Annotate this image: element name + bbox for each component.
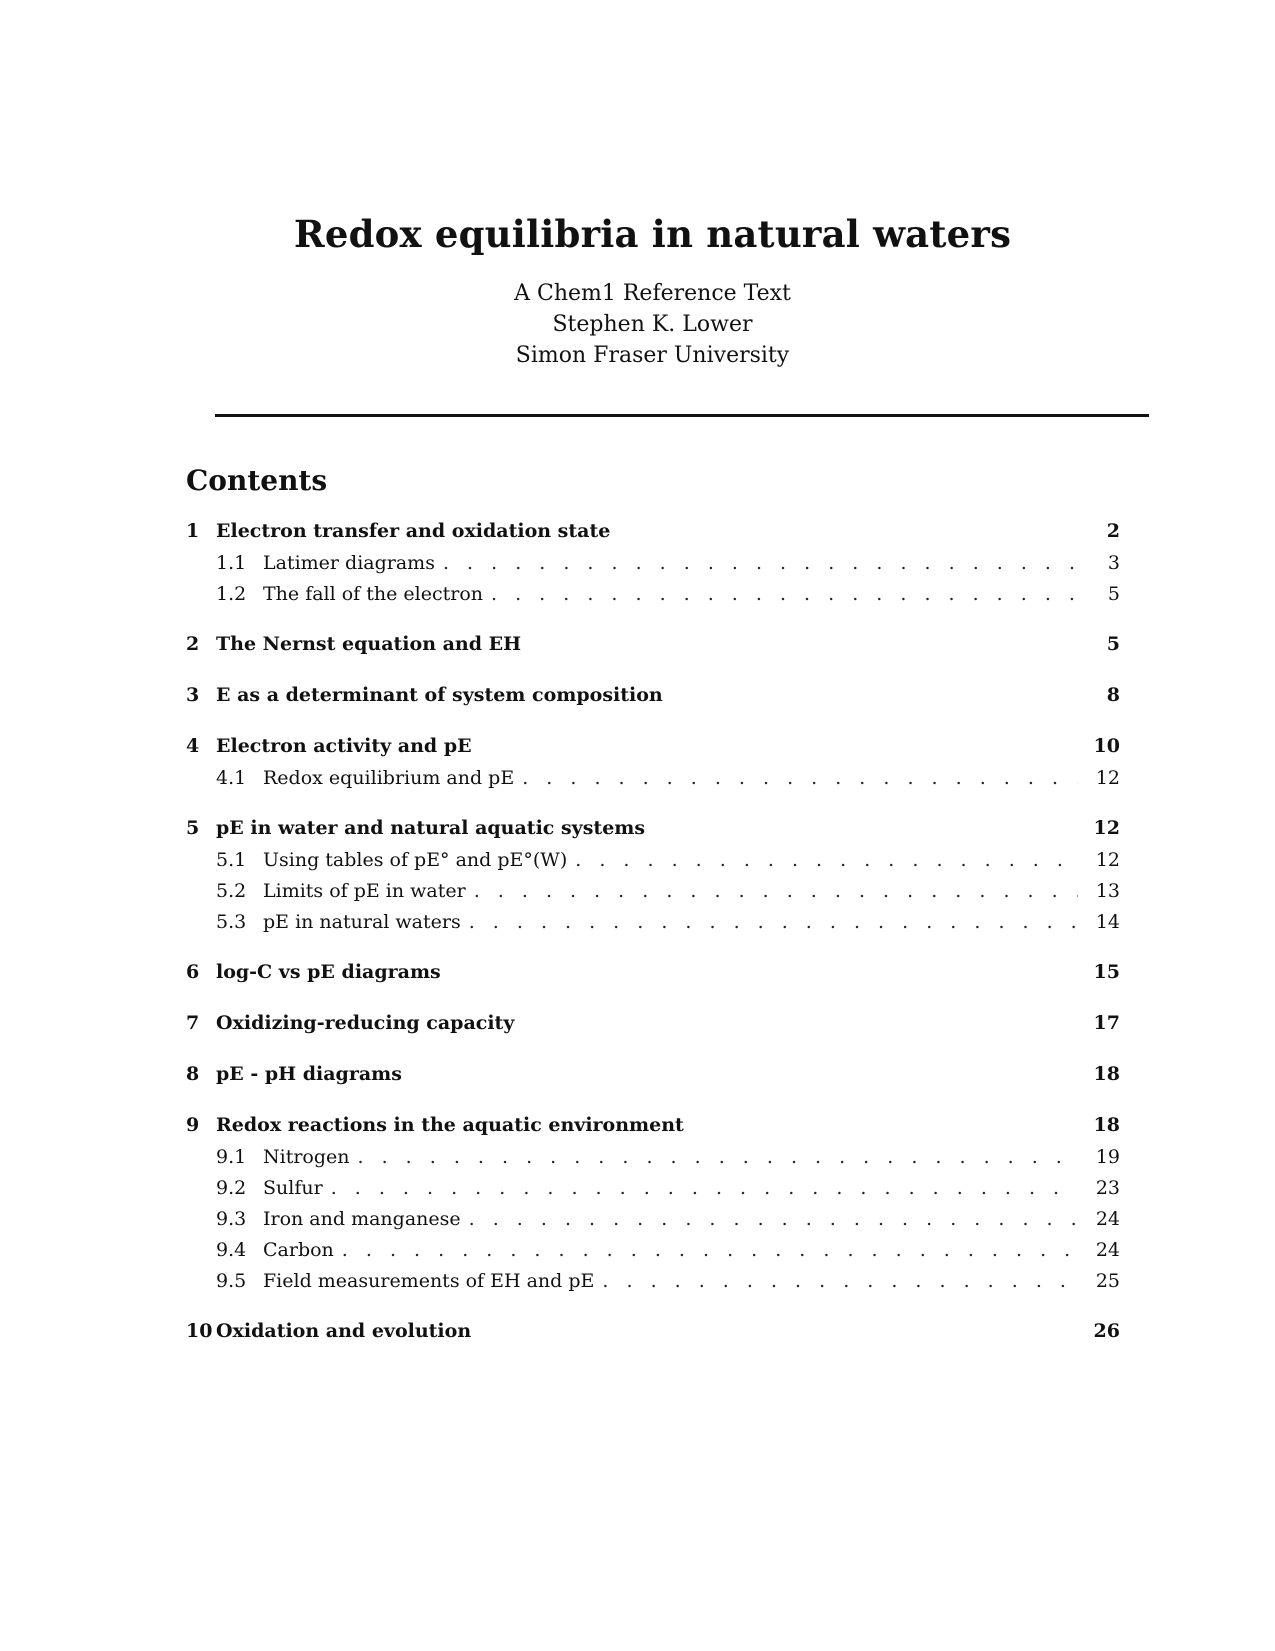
toc-subsection-title: Redox equilibrium and pE: [263, 767, 522, 789]
toc-section: [186, 684, 1120, 716]
toc-section-entry[interactable]: [186, 1012, 1120, 1044]
toc-section-number: 3: [186, 684, 200, 706]
toc-section-entry[interactable]: [186, 1320, 1120, 1352]
toc-section-entry[interactable]: [186, 961, 1120, 993]
toc-section-entry[interactable]: [186, 1063, 1120, 1095]
toc-subsection-entry[interactable]: [186, 1270, 1120, 1301]
toc-section-page: 26: [1093, 1320, 1120, 1342]
toc-section-page: 10: [1093, 735, 1120, 757]
subtitle-institution: Simon Fraser University: [515, 343, 790, 368]
toc-subsection-page: 24: [1095, 1239, 1120, 1261]
document-title: Redox equilibria in natural waters: [293, 212, 1012, 256]
toc-subsection-entry[interactable]: [186, 552, 1120, 583]
toc-section: [186, 1012, 1120, 1044]
dot-leader: [443, 552, 1078, 574]
toc-section: [186, 520, 1120, 614]
toc-section: [186, 1114, 1120, 1301]
toc-section-entry[interactable]: [186, 520, 1120, 552]
contents-heading: Contents: [186, 464, 328, 497]
toc-subsection-title: Limits of pE in water: [263, 880, 474, 902]
toc-subsection-number: 9.5: [216, 1270, 247, 1292]
toc-subsection-page: 14: [1095, 911, 1120, 933]
toc-subsection-page: 13: [1095, 880, 1120, 902]
toc-subsection-entry[interactable]: [186, 849, 1120, 880]
toc-subsection-number: 5.3: [216, 911, 247, 933]
toc-section-number: 5: [186, 817, 200, 839]
toc-subsection-title: The fall of the electron: [263, 583, 491, 605]
toc-subsection-page: 25: [1095, 1270, 1120, 1292]
toc-section-entry[interactable]: [186, 735, 1120, 767]
toc-subsection-page: 24: [1095, 1208, 1120, 1230]
toc-section-number: 4: [186, 735, 200, 757]
toc-subsection-title: Carbon: [263, 1239, 342, 1261]
dot-leader: [342, 1239, 1078, 1261]
toc-subsection-entry[interactable]: [186, 1177, 1120, 1208]
toc-subsection-title: pE in natural waters: [263, 911, 469, 933]
toc-subsection-title: Iron and manganese: [263, 1208, 469, 1230]
toc-section-title: The Nernst equation and EH: [216, 633, 522, 655]
toc-section: [186, 817, 1120, 942]
toc-section-title: Redox reactions in the aquatic environment: [216, 1114, 684, 1136]
dot-leader: [575, 849, 1078, 871]
toc-section-entry[interactable]: [186, 817, 1120, 849]
toc-section-page: 18: [1093, 1063, 1120, 1085]
toc-subsection-number: 1.2: [216, 583, 247, 605]
toc-section-number: 9: [186, 1114, 200, 1136]
toc-section: [186, 735, 1120, 798]
toc-section-page: 8: [1106, 684, 1120, 706]
toc-subsection-page: 3: [1107, 552, 1120, 574]
toc-subsection-number: 5.1: [216, 849, 247, 871]
dot-leader: [522, 767, 1078, 789]
toc-section-title: E as a determinant of system composition: [216, 684, 663, 706]
toc-subsection-title: Sulfur: [263, 1177, 331, 1199]
toc-section-title: Oxidizing-reducing capacity: [216, 1012, 515, 1034]
toc-section: [186, 961, 1120, 993]
subtitle-author: Stephen K. Lower: [552, 312, 753, 337]
toc-subsection-title: Using tables of pE° and pE°(W): [263, 849, 575, 871]
toc-section-title: Electron activity and pE: [216, 735, 472, 757]
toc-subsection-number: 1.1: [216, 552, 247, 574]
toc-subsection-entry[interactable]: [186, 911, 1120, 942]
toc-section-number: 7: [186, 1012, 200, 1034]
toc-section-page: 17: [1093, 1012, 1120, 1034]
toc-section-title: Electron transfer and oxidation state: [216, 520, 611, 542]
toc-subsection-number: 9.4: [216, 1239, 247, 1261]
toc-subsection-title: Field measurements of EH and pE: [263, 1270, 602, 1292]
toc-section-page: 12: [1093, 817, 1120, 839]
toc-section-number: 8: [186, 1063, 200, 1085]
toc-subsection-number: 9.3: [216, 1208, 247, 1230]
toc-subsection-number: 4.1: [216, 767, 247, 789]
toc-section-entry[interactable]: [186, 1114, 1120, 1146]
toc-subsection-number: 9.1: [216, 1146, 247, 1168]
toc-section-page: 2: [1106, 520, 1120, 542]
toc-section-page: 5: [1106, 633, 1120, 655]
toc-section-page: 15: [1093, 961, 1120, 983]
subtitle-reference-text: A Chem1 Reference Text: [514, 281, 791, 306]
dot-leader: [331, 1177, 1078, 1199]
toc-subsection-number: 5.2: [216, 880, 247, 902]
toc-subsection-page: 12: [1095, 849, 1120, 871]
toc-subsection-entry[interactable]: [186, 583, 1120, 614]
toc-subsection-title: Nitrogen: [263, 1146, 358, 1168]
toc-section-entry[interactable]: [186, 684, 1120, 716]
dot-leader: [469, 911, 1078, 933]
toc-section-title: pE in water and natural aquatic systems: [216, 817, 646, 839]
toc-subsection-entry[interactable]: [186, 1146, 1120, 1177]
toc-subsection-page: 19: [1095, 1146, 1120, 1168]
toc-section-title: log-C vs pE diagrams: [216, 961, 441, 983]
toc-section: [186, 1063, 1120, 1095]
toc-subsection-title: Latimer diagrams: [263, 552, 443, 574]
toc-section-number: 10: [186, 1320, 213, 1342]
toc-section-entry[interactable]: [186, 633, 1120, 665]
dot-leader: [491, 583, 1078, 605]
toc-section-page: 18: [1093, 1114, 1120, 1136]
table-of-contents: [186, 520, 1120, 1371]
dot-leader: [474, 880, 1078, 902]
toc-section-number: 2: [186, 633, 200, 655]
toc-section-number: 1: [186, 520, 200, 542]
dot-leader: [469, 1208, 1078, 1230]
toc-subsection-entry[interactable]: [186, 880, 1120, 911]
toc-section: [186, 1320, 1120, 1352]
toc-section: [186, 633, 1120, 665]
toc-subsection-page: 23: [1095, 1177, 1120, 1199]
toc-section-title: pE - pH diagrams: [216, 1063, 402, 1085]
title-divider: [215, 414, 1149, 417]
toc-subsection-entry[interactable]: [186, 767, 1120, 798]
dot-leader: [602, 1270, 1078, 1292]
toc-subsection-number: 9.2: [216, 1177, 247, 1199]
toc-subsection-page: 5: [1107, 583, 1120, 605]
toc-subsection-entry[interactable]: [186, 1208, 1120, 1239]
toc-section-title: Oxidation and evolution: [216, 1320, 472, 1342]
dot-leader: [358, 1146, 1078, 1168]
toc-subsection-page: 12: [1095, 767, 1120, 789]
title-block-subtitle: [0, 278, 1275, 371]
toc-subsection-entry[interactable]: [186, 1239, 1120, 1270]
toc-section-number: 6: [186, 961, 200, 983]
